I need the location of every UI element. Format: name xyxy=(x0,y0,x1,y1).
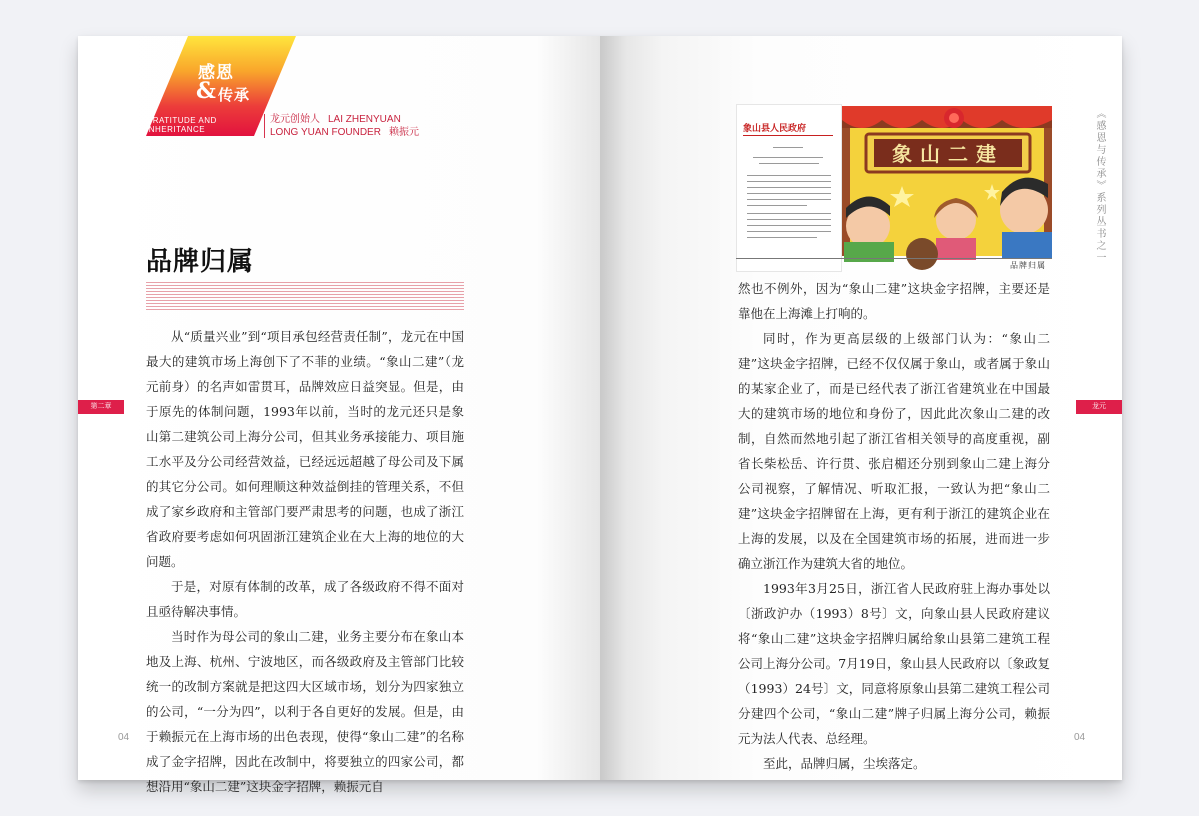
document-title: 象山县人民政府 xyxy=(743,124,807,134)
paragraph: 然也不例外，因为“象山二建”这块金字招牌，主要还是靠他在上海滩上打响的。 xyxy=(738,281,1050,321)
founder-en-name: LAI ZHENYUAN xyxy=(328,114,401,125)
government-document-image xyxy=(736,104,842,272)
document-line xyxy=(747,187,831,188)
founder-en-label: LONG YUAN FOUNDER xyxy=(270,127,381,138)
document-line xyxy=(747,205,807,206)
document-line xyxy=(747,231,831,232)
paragraph: 从“质量兴业”到“项目承包经营责任制”，龙元在中国最大的建筑市场上海创下了不菲的业绩。“象山二建”（龙元前身）的名声如雷贯耳，品牌效应日益突显。但是，由于原先的体制问题，1993年以前，当时的龙元还只是象山第二建筑公司上海分公司，但其业务承接能力、项目施工水平及分公司经营效益，已经远远超越了母公司及下属的其它分公司。如何理顺这种效益倒挂的管理关系，不但成了家乡政府和主管部门要严肃思考的问题，也成了浙江省政府要考虑如何巩固浙江建筑企业在大上海的地位的大问题。 xyxy=(146,329,464,569)
document-line xyxy=(773,147,803,148)
title-stripes-decoration xyxy=(146,282,464,312)
chapter-title: 品牌归属 xyxy=(146,247,255,277)
right-page xyxy=(600,36,1122,780)
left-page xyxy=(78,36,600,794)
document-line xyxy=(747,237,817,238)
document-line xyxy=(747,175,831,176)
ribbon-english-title xyxy=(146,116,217,134)
right-section-tab: 龙元 xyxy=(1076,400,1122,414)
document-red-rule xyxy=(743,135,833,136)
brand-figure xyxy=(736,104,1052,270)
ribbon-english-line1: GRATITUDE AND xyxy=(146,116,217,125)
document-line xyxy=(747,219,831,220)
left-body-text xyxy=(146,324,464,799)
document-line xyxy=(747,213,831,214)
right-body-text xyxy=(738,276,1050,776)
ribbon-ampersand: & xyxy=(196,78,216,104)
figure-caption: 品牌归属 xyxy=(1010,261,1046,270)
ribbon-english-line2: INHERITANCE xyxy=(146,125,206,134)
document-line xyxy=(753,157,823,158)
document-line xyxy=(747,225,831,226)
cartoon-illustration xyxy=(842,106,1052,256)
founder-divider xyxy=(264,114,265,138)
paragraph: 至此，品牌归属，尘埃落定。 xyxy=(763,756,926,771)
founder-cn-name: 赖振元 xyxy=(388,127,419,138)
founder-credit xyxy=(270,113,427,139)
document-line xyxy=(747,193,831,194)
series-vertical-title: 《感恩与传承》系列丛书之一 xyxy=(1094,108,1105,264)
figure-caption-bar xyxy=(736,258,1052,271)
left-chapter-tab: 第二章 xyxy=(78,400,124,414)
ribbon-title-gratitude: 感恩 xyxy=(198,63,234,83)
paragraph: 当时作为母公司的象山二建，业务主要分布在象山本地及上海、杭州、宁波地区，而各级政府及主管部门比较统一的改制方案就是把这四大区域市场，划分为四家独立的公司，“一分为四”，以利于各自更好的发展。但是，由于赖振元在上海市场的出色表现，使得“象山二建”的名称成了金字招牌，因此在改制中，将要独立的四家公司，都想沿用“象山二建”这块金字招牌，赖振元自 xyxy=(146,629,464,794)
founder-cn-label: 龙元创始人 xyxy=(270,114,320,125)
right-page-number: 04 xyxy=(1074,732,1086,743)
ribbon-title-inheritance: 传承 xyxy=(218,86,251,104)
paragraph: 同时，作为更高层级的上级部门认为：“象山二建”这块金字招牌，已经不仅仅属于象山，或者属于象山的某家企业了，而是已经代表了浙江省建筑业在中国最大的建筑市场的地位和身份了，因此此次象山二建的改制，自然而然地引起了浙江省相关领导的高度重视，副省长柴松岳、许行贯、张启楣还分别到象山二建上海分公司视察，了解情况、听取汇报，一致认为把“象山二建”这块金字招牌留在上海，更有利于浙江的建筑企业在上海的发展，以及在全国建筑市场的拓展，进而进一步确立浙江作为建筑大省的地位。 xyxy=(738,331,1050,571)
paragraph: 于是，对原有体制的改革，成了各级政府不得不面对且亟待解决事情。 xyxy=(146,579,464,619)
banner-text: 象山二建 xyxy=(892,142,1004,166)
open-book xyxy=(78,36,1122,794)
left-page-number: 04 xyxy=(118,732,130,743)
paragraph: 1993年3月25日，浙江省人民政府驻上海办事处以〔浙政沪办（1993）8号〕文，向象山县人民政府建议将“象山二建”这块金字招牌归属给象山县第二建筑工程公司上海分公司。7月19日，象山县人民政府以〔象政复（1993）24号〕文，同意将原象山县第二建筑工程公司分建四个公司，“象山二建”牌子归属上海分公司，赖振元为法人代表、总经理。 xyxy=(738,581,1050,746)
cartoon-svg xyxy=(842,106,1052,256)
document-line xyxy=(759,163,819,164)
document-line xyxy=(747,199,831,200)
document-line xyxy=(747,181,831,182)
